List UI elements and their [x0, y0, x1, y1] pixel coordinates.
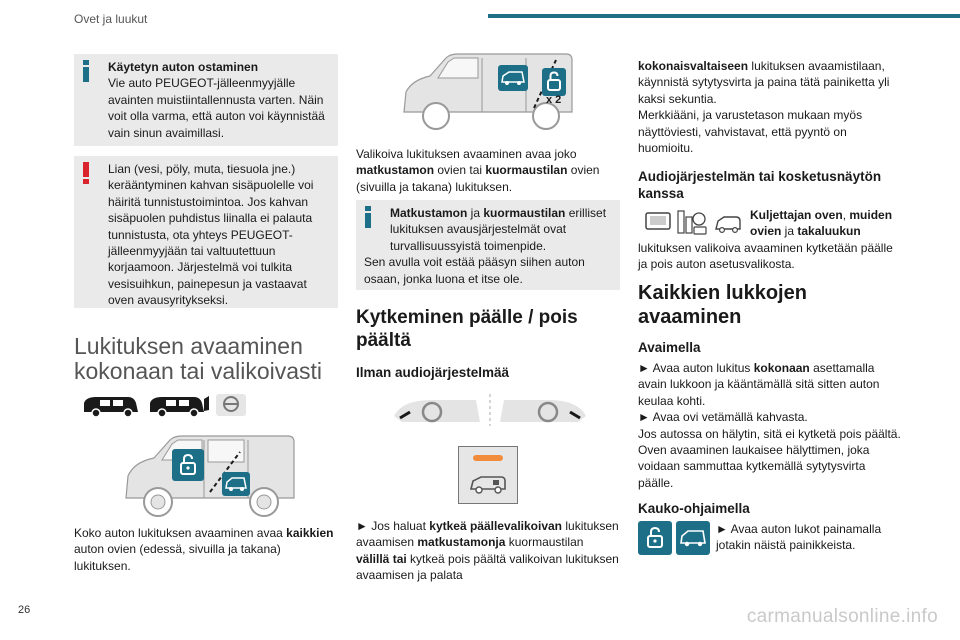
settings-menu-icons [644, 207, 742, 237]
bullet-arrow: ► [638, 361, 650, 375]
text: ja [781, 224, 798, 239]
bold-text: kokonaisvaltaiseen [638, 59, 749, 73]
text: lukituksen avaamistilaan, käynnistä sytytysvirta ja paina tätä painiketta yli kaksi sekuntia. [638, 59, 890, 106]
van-unlock-icon [222, 472, 250, 496]
subheading-remote: Kauko-ohjaimella [638, 501, 750, 516]
bold-text: Matkustamon [390, 206, 468, 220]
para-key-steps [638, 360, 902, 491]
text: ovien (sivuilla ja takana) lukituksen. [356, 163, 600, 194]
heading-unlock-all: Kaikkien lukkojen avaaminen [638, 282, 807, 328]
text: , [842, 208, 850, 222]
heading-unlock-full-selective: Lukituksen avaaminen kokonaan tai valikoivasti [74, 333, 323, 384]
info-box-body: Vie auto PEUGEOT-jälleenmyyjälle avainten muistiintallennusta varten. Näin voit olla varma, että auton voi käynnistää vain sinun avaimillasi. [108, 76, 325, 140]
dashboard-switch-illustration [392, 392, 588, 428]
bold-text: matkustamonja [417, 535, 506, 550]
bold-text: kokonaan [753, 361, 810, 375]
steering-wheel-icon [214, 392, 248, 418]
remote-van-unlock-icon [676, 521, 710, 555]
para-settings-menu: lukituksen valikoiva avaaminen kytketään päälle ja pois auton asetusvalikosta. [638, 241, 893, 272]
text: kytkeä pois päältä valikoivan lukituksen avaamisen ja palata [356, 551, 619, 583]
subheading-with-key: Avaimella [638, 340, 701, 355]
text: Koko auton lukituksen avaaminen avaa [74, 526, 287, 540]
press-twice-label: x 2 [546, 94, 562, 106]
text: Valikoiva lukituksen avaaminen avaa joko [356, 147, 577, 161]
van-side-icon [80, 393, 142, 419]
text: kuormaustilan [505, 535, 584, 550]
van-unlock-icon-rear [498, 65, 528, 91]
para-full-unlock [74, 525, 338, 574]
bold-text: muiden ovien [750, 208, 893, 239]
info-box-title: Käytetyn auton ostaminen [108, 60, 259, 74]
text: ovien tai [434, 163, 486, 178]
para-remote [716, 521, 902, 554]
text: lukituksen avaamisen [356, 519, 619, 550]
bold-text: välillä tai [356, 551, 407, 566]
bold-text: takaluukun [797, 224, 861, 239]
van-illustration-full [118, 432, 300, 520]
info-box-line2: Sen avulla voit estää pääsyn siihen auton osaan, jonka luona et itse ole. [364, 255, 585, 286]
watermark: carmanualsonline.info [746, 606, 938, 627]
subheading-with-audio: Audiojärjestelmän tai kosketusnäytön kanssa [638, 169, 882, 201]
bullet-arrow: ► [356, 519, 368, 533]
info-box-used-car [74, 54, 338, 146]
text: erilliset lukituksen avausjärjestelmät ovat turvallisuussyistä toimenpide. [390, 206, 607, 253]
info-icon [364, 206, 372, 228]
section-title: Ovet ja luukut [74, 12, 148, 26]
info-box-separate-systems [356, 200, 620, 290]
text: ja [467, 206, 484, 220]
van-open-doors-icon [146, 393, 210, 419]
text: Avaa auton lukot painamalla jotakin näistä painikkeista. [716, 522, 882, 553]
page-number: 26 [18, 604, 31, 616]
unlock-padlock-icon-rear [542, 68, 566, 96]
para-toggle-step [356, 518, 620, 584]
warning-box-dirt [74, 156, 338, 308]
info-icon [82, 60, 90, 82]
van-lock-icon [467, 471, 511, 497]
text: asettamalla avain lukkoon ja kääntämällä sitä sitten auton keulaa kohti. [638, 361, 880, 408]
button-led [473, 455, 503, 461]
text: Jos haluat [367, 519, 430, 533]
para-continued [638, 58, 902, 156]
text: auton ovien (edessä, sivuilla ja takana) lukituksen. [74, 542, 281, 573]
warning-icon [82, 162, 90, 184]
heading-on-off: Kytkeminen päälle / pois päältä [356, 307, 578, 351]
subheading-without-audio: Ilman audiojärjestelmää [356, 365, 510, 380]
para-selective-unlock [356, 146, 620, 195]
para-door-labels [750, 207, 902, 240]
text: Merkkiääni, ja varustetason mukaan myös näyttöviesti, vahvistavat, että pyyntö on huomioitu. [638, 108, 863, 156]
warning-box-body: Lian (vesi, pöly, muta, tiesuola jne.) kerääntyminen kahvan sisäpuolelle voi häiritä tunnistustoimintoa. Jos kahvan sisäpuolen puhdistus liinalla ei palauta tunnistusta, ota yhteys PEUGEOT-jälleenmyyjään tai valtuutettuun korjaamoon. Järjestelmä voi tulkita vesisuihkun, painepesun ja vastaavat oven avausyritykseksi. [108, 162, 314, 308]
remote-unlock-padlock-icon [638, 521, 672, 555]
bold-text: Kuljettajan oven [750, 208, 843, 222]
bold-text: kuormaustilan [485, 163, 568, 178]
bold-text: matkustamon [356, 163, 435, 178]
bullet-arrow: ► [638, 410, 650, 425]
selective-unlock-button-illustration [458, 446, 518, 504]
text: Jos autossa on hälytin, sitä ei kytketä pois päältä. Oven avaaminen laukaisee hälyttimen, joka voidaan sammuttaa kytkemällä sytytysvirta päälle. [638, 426, 901, 490]
text: Avaa auton lukitus [649, 361, 754, 375]
bold-text: kaikkien [286, 526, 334, 540]
unlock-padlock-icon [172, 449, 204, 481]
header-accent-bar [488, 14, 960, 18]
bold-text: kytkeä päällevalikoivan [429, 519, 563, 533]
bold-text: kuormaustilan [483, 206, 566, 220]
bullet-arrow: ► [716, 522, 728, 536]
text: Avaa ovi vetämällä kahvasta. [649, 410, 808, 425]
